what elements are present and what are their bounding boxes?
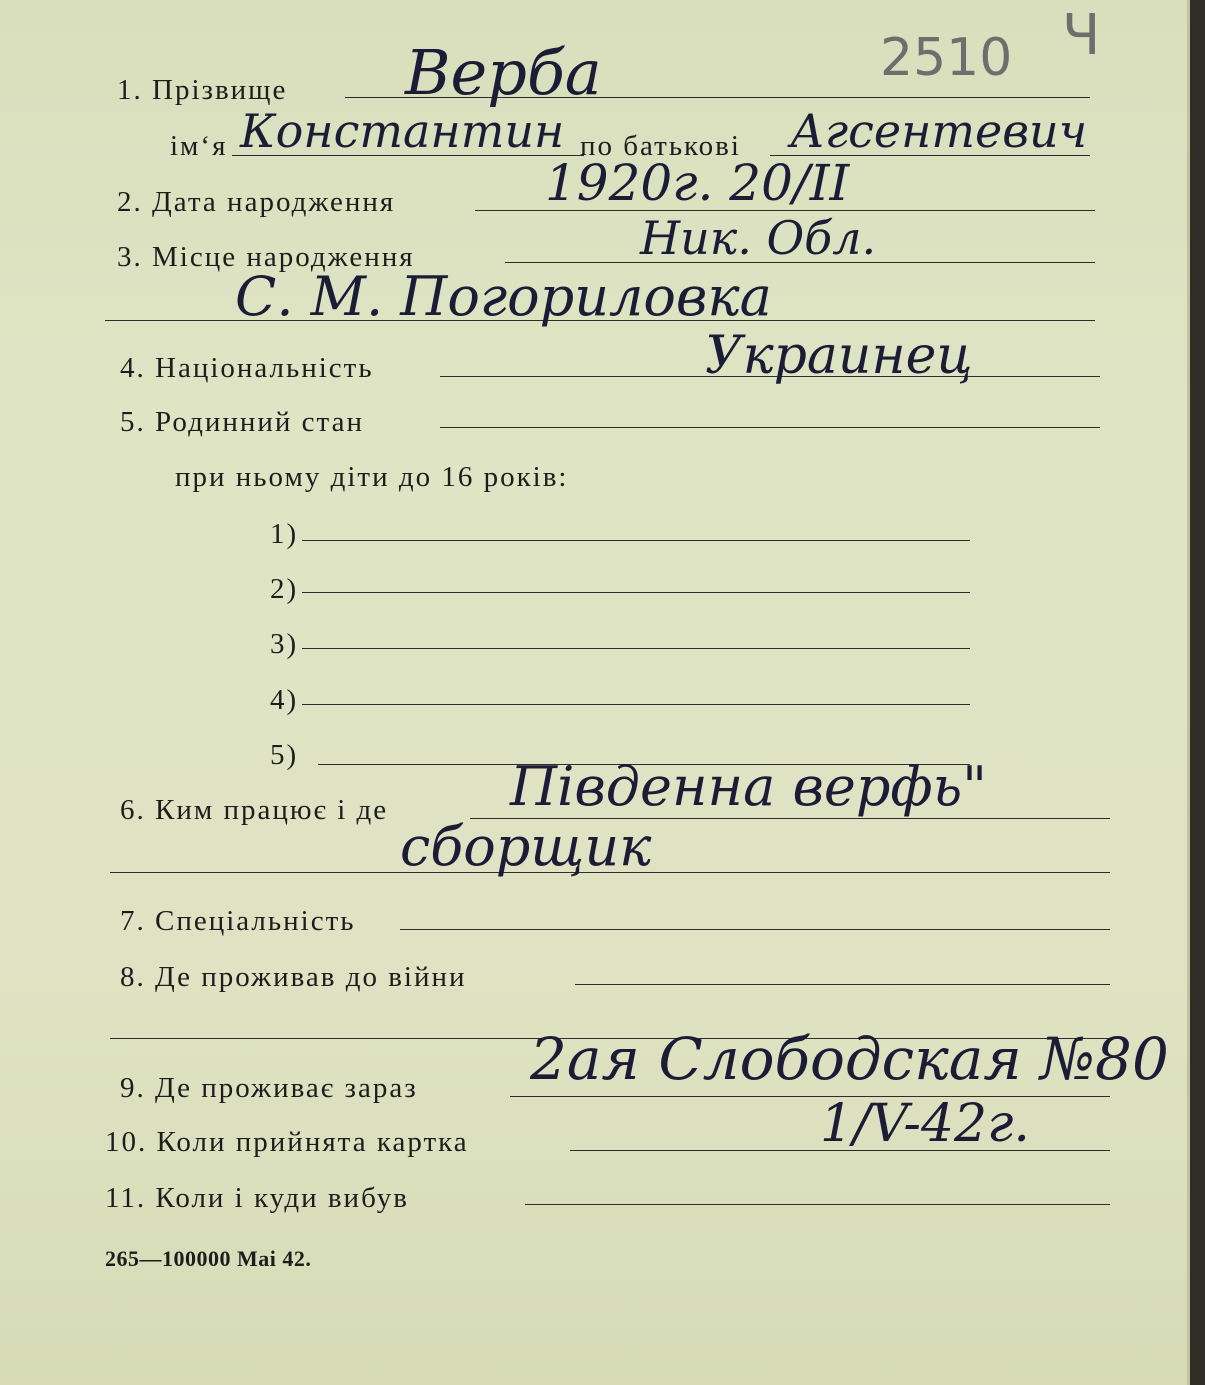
occupation-value: сборщик <box>400 815 652 878</box>
workplace-value: Південна верфь" <box>510 755 987 818</box>
child-1-label: 1) <box>270 518 299 550</box>
corner-mark: Ч <box>1062 3 1101 68</box>
child-2-label: 2) <box>270 573 299 605</box>
child-2-line <box>302 592 970 593</box>
marital-status-line <box>440 427 1100 428</box>
prewar-residence-label: 8. Де проживав до війни <box>120 961 467 993</box>
current-address-value: 2ая Слободская №80 <box>530 1025 1169 1093</box>
child-1-line <box>302 540 970 541</box>
birth-place-village-value: С. М. Погориловка <box>235 265 772 328</box>
specialty-label: 7. Спеціальність <box>120 905 356 937</box>
work-label: 6. Ким працює і де <box>120 794 389 826</box>
surname-value: Верба <box>405 36 602 109</box>
surname-label: 1. Прізвище <box>117 74 288 106</box>
patronymic-label: по батькові <box>580 130 741 162</box>
first-name-value: Константин <box>240 104 565 158</box>
form-number: 2510 <box>880 28 1013 88</box>
specialty-line <box>400 929 1110 930</box>
card-accepted-label: 10. Коли прийнята картка <box>105 1126 469 1158</box>
current-address-label: 9. Де проживає зараз <box>120 1072 418 1104</box>
child-4-label: 4) <box>270 684 299 716</box>
print-footer: 265—100000 Mai 42. <box>105 1246 312 1271</box>
marital-status-label: 5. Родинний стан <box>120 406 364 438</box>
birth-date-value: 1920г. 20/ІІ <box>545 154 850 212</box>
child-5-label: 5) <box>270 739 299 771</box>
nationality-label: 4. Національність <box>120 352 374 384</box>
birth-place-label: 3. Місце народження <box>117 241 415 273</box>
children-label: при ньому діти до 16 років: <box>175 461 569 493</box>
first-name-label: ім‘я <box>170 130 228 162</box>
page-edge-shadow <box>1190 0 1205 1385</box>
child-3-label: 3) <box>270 628 299 660</box>
birth-place-region-value: Ник. Обл. <box>640 211 877 265</box>
patronymic-value: Агсентевич <box>790 104 1088 158</box>
birth-date-label: 2. Дата народження <box>117 186 396 218</box>
child-3-line <box>302 648 970 649</box>
departure-label: 11. Коли і куди вибув <box>105 1182 409 1214</box>
child-4-line <box>302 704 970 705</box>
nationality-value: Украинец <box>705 326 973 386</box>
departure-line <box>525 1204 1110 1205</box>
card-accepted-value: 1/V-42г. <box>820 1094 1030 1154</box>
prewar-residence-line-1 <box>575 984 1110 985</box>
